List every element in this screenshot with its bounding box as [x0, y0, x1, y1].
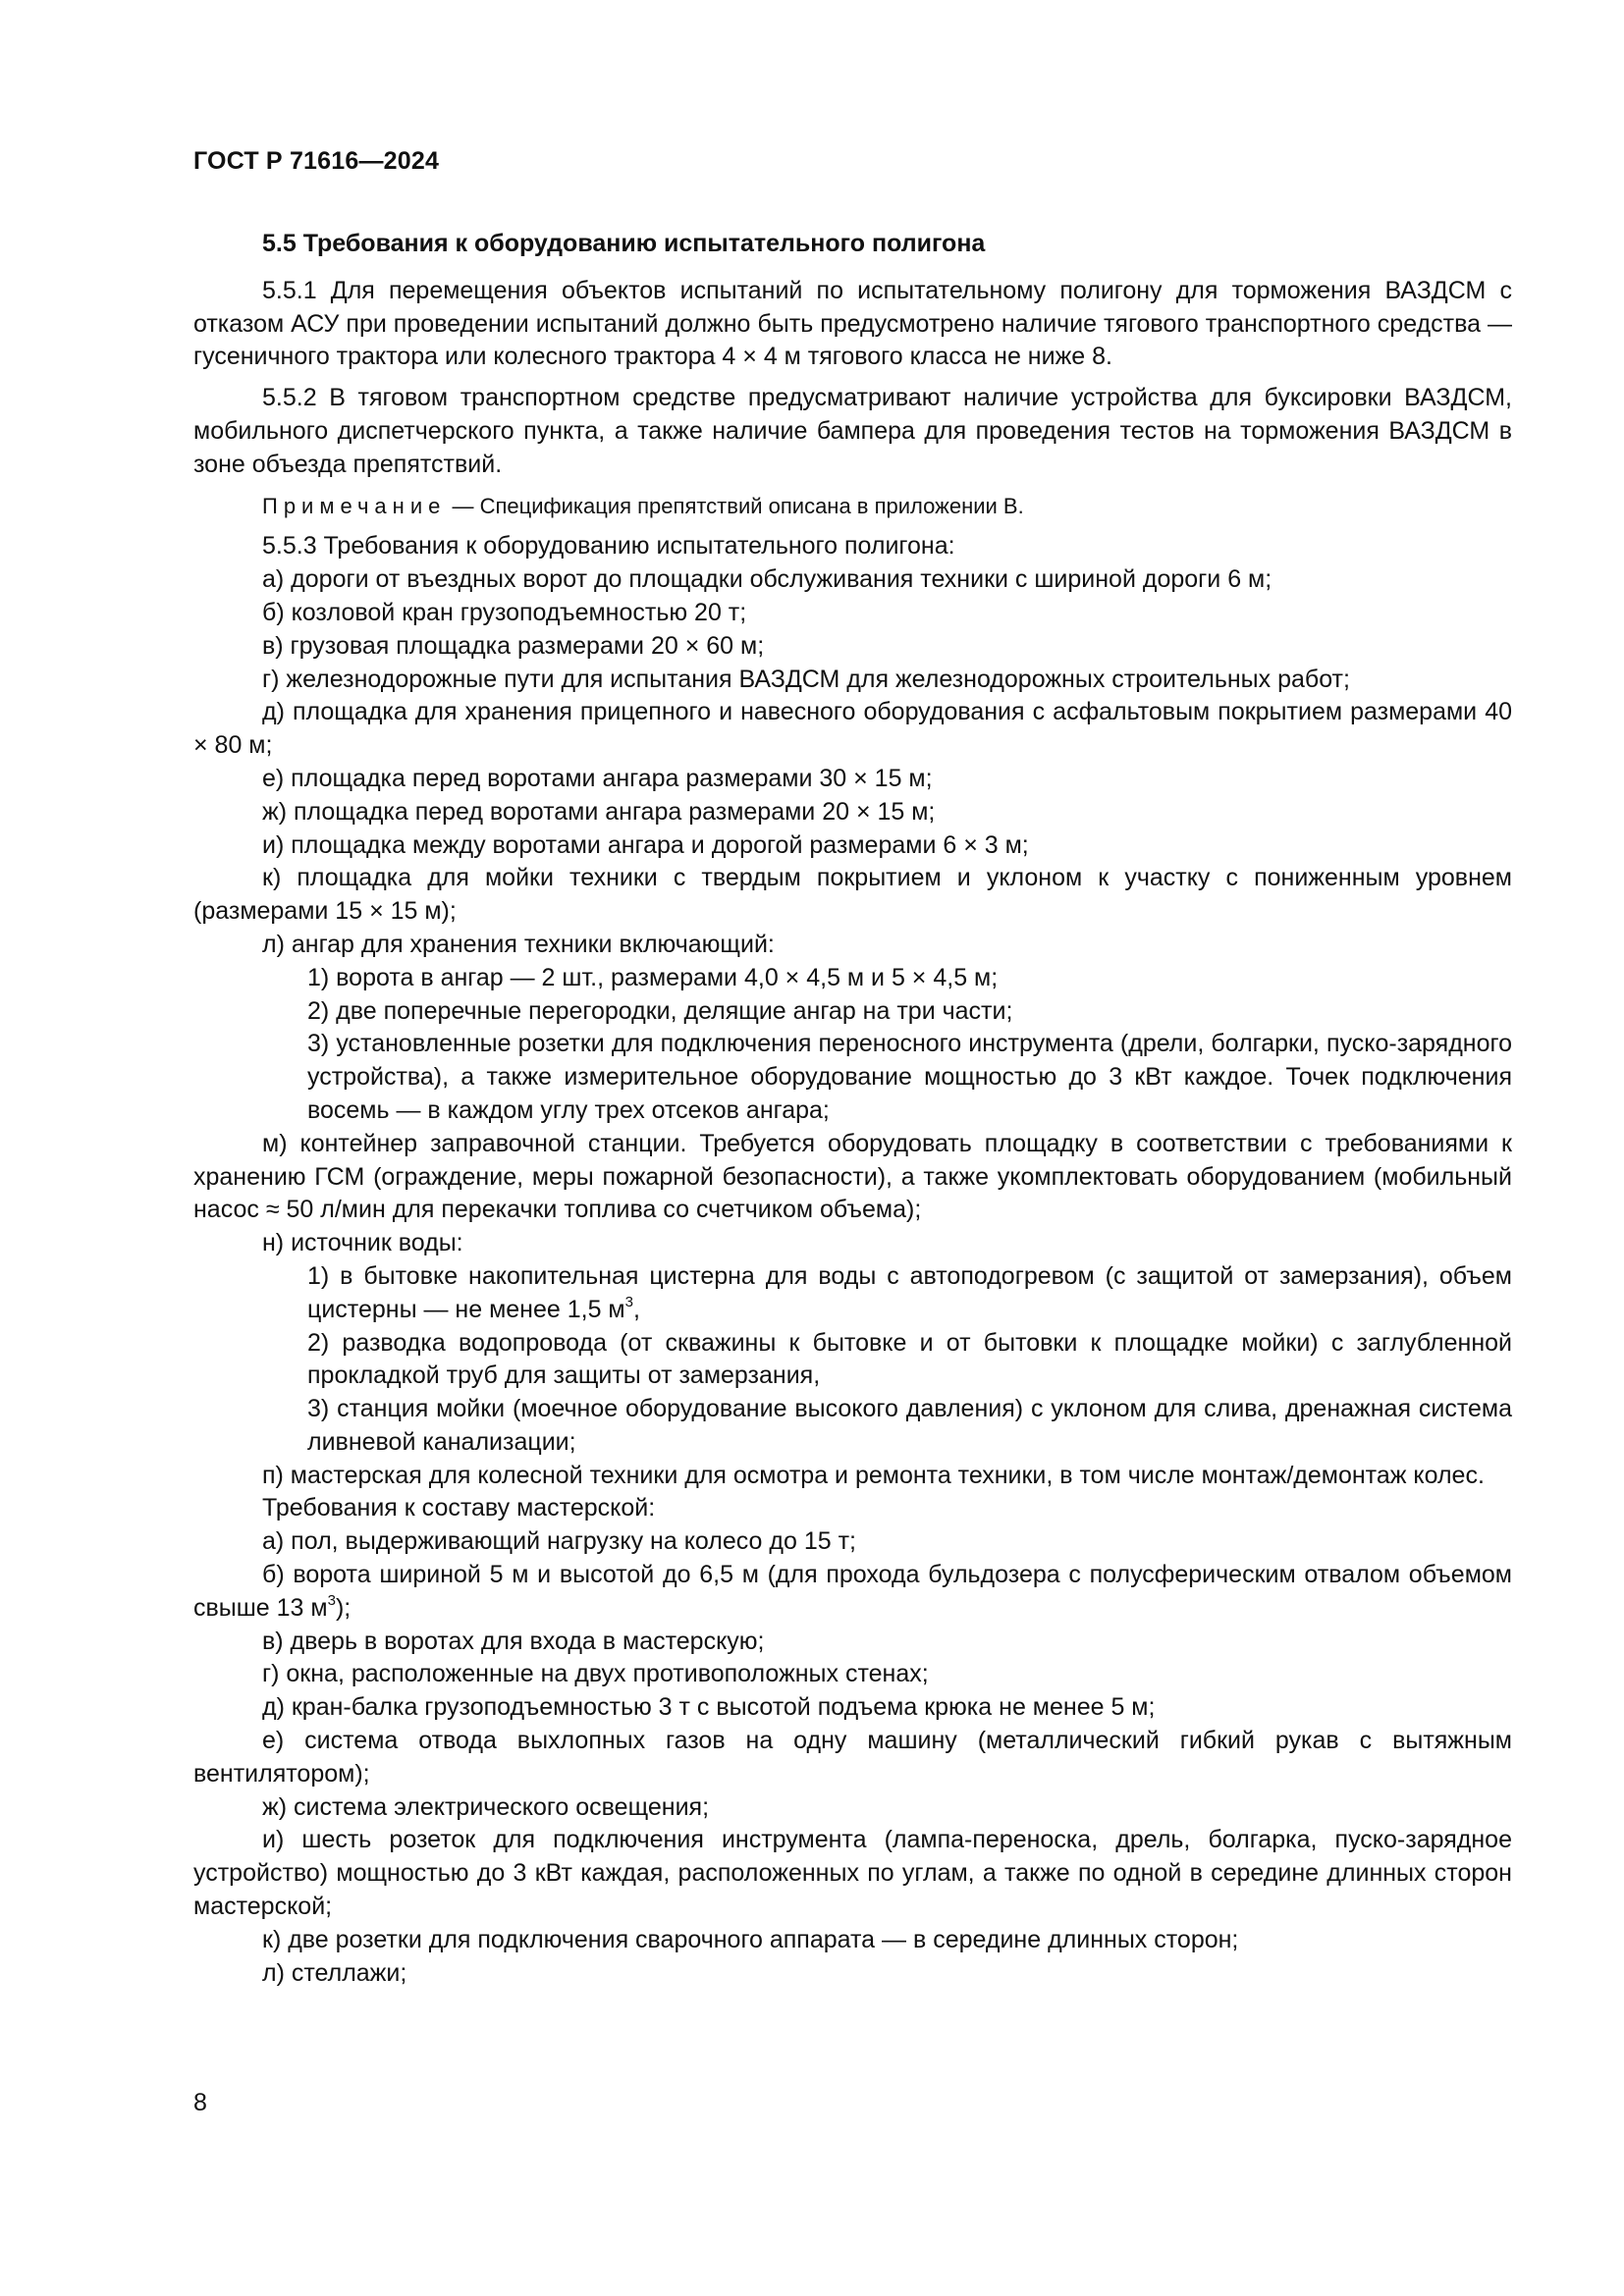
list-item-v: в) грузовая площадка размерами 20 × 60 м;	[262, 631, 765, 660]
paragraph-5-5-3: 5.5.3 Требования к оборудованию испытательного полигона:	[262, 532, 955, 561]
list-item-p: п) мастерская для колесной техники для осмотра и ремонта техники, в том числе монтаж/демонтаж колес.	[262, 1461, 1485, 1489]
list-item-g: г) железнодорожные пути для испытания ВАЗДСМ для железнодорожных строительных работ;	[262, 665, 1350, 693]
workshop-item-b-superscript: 3	[327, 1591, 336, 1609]
section-heading: 5.5 Требования к оборудованию испытательного полигона	[262, 230, 986, 257]
list-item-i: и) площадка между воротами ангара и дорогой размерами 6 × 3 м;	[262, 830, 1029, 859]
workshop-item-g: г) окна, расположенные на двух противоположных стенах;	[262, 1660, 929, 1688]
workshop-item-l: л) стеллажи;	[262, 1958, 407, 1987]
water-item-1	[193, 1260, 1512, 1327]
workshop-item-zh: ж) система электрического освещения;	[262, 1792, 710, 1821]
water-item-1-superscript: 3	[624, 1293, 633, 1310]
hangar-item-1: 1) ворота в ангар — 2 шт., размерами 4,0 × 4,5 м и 5 × 4,5 м;	[307, 963, 999, 991]
water-item-2: 2) разводка водопровода (от скважины к бытовке и от бытовки к площадке мойки) с заглубленной прокладкой труб для защиты от замерзания,	[307, 1328, 1512, 1390]
workshop-item-e: е) система отвода выхлопных газов на одну машину (металлический гибкий рукав с вытяжным вентилятором);	[193, 1727, 1512, 1788]
note	[193, 490, 1512, 523]
workshop-item-a: а) пол, выдерживающий нагрузку на колесо до 15 т;	[262, 1527, 856, 1556]
document-id-header: ГОСТ Р 71616—2024	[193, 147, 440, 175]
list-item-l: л) ангар для хранения техники включающий:	[262, 930, 775, 958]
document-body	[193, 228, 1512, 1990]
workshop-item-b-end: );	[335, 1593, 352, 1622]
workshop-item-d: д) кран-балка грузоподъемностью 3 т с высотой подъема крюка не менее 5 м;	[262, 1693, 1156, 1722]
paragraph-5-5-2: 5.5.2 В тяговом транспортном средстве предусматривают наличие устройства для буксировки ВАЗДСМ, мобильного диспетчерского пункта, а также наличие бампера для проведения тестов на торможения ВАЗДСМ в зоне объезда препятствий.	[193, 384, 1512, 478]
workshop-item-k: к) две розетки для подключения сварочного аппарата — в середине длинных сторон;	[262, 1925, 1239, 1953]
hangar-item-3: 3) установленные розетки для подключения переносного инструмента (дрели, болгарки, пуско-зарядного устройства), а также измерительное оборудование мощностью до 3 кВт каждое. Точек подключения восемь — в каждом углу трех отсеков ангара;	[307, 1030, 1512, 1124]
note-text: — Спецификация препятствий описана в приложении В.	[446, 493, 1024, 518]
water-item-3: 3) станция мойки (моечное оборудование высокого давления) с уклоном для слива, дренажная система ливневой канализации;	[307, 1395, 1512, 1456]
water-item-1-end: ,	[632, 1295, 640, 1323]
workshop-item-b-text: б) ворота шириной 5 м и высотой до 6,5 м (для прохода бульдозера с полусферическим отвалом объемом свыше 13 м	[193, 1561, 1512, 1622]
list-item-k: к) площадка для мойки техники с твердым покрытием и уклоном к участку с пониженным уровнем (размерами 15 × 15 м);	[193, 864, 1512, 926]
list-item-d: д) площадка для хранения прицепного и навесного оборудования с асфальтовым покрытием размерами 40 × 80 м;	[193, 698, 1512, 760]
paragraph-5-5-1: 5.5.1 Для перемещения объектов испытаний по испытательному полигону для торможения ВАЗДСМ с отказом АСУ при проведении испытаний должно быть предусмотрено наличие тягового транспортного средства — гусеничного трактора или колесного трактора 4 × 4 м тягового класса не ниже 8.	[193, 276, 1512, 371]
workshop-item-i: и) шесть розеток для подключения инструмента (лампа-переноска, дрель, болгарка, пуско-зарядное устройство) мощностью до 3 кВт каждая, расположенных по углам, а также по одной в середине длинных сторон мастерской;	[193, 1826, 1512, 1921]
workshop-title: Требования к составу мастерской:	[262, 1494, 656, 1522]
list-item-m: м) контейнер заправочной станции. Требуется оборудовать площадку в соответствии с требованиями к хранению ГСМ (ограждение, меры пожарной безопасности), а также укомплектовать оборудованием (мобильный насос ≈ 50 л/мин для перекачки топлива со счетчиком объема);	[193, 1129, 1512, 1224]
list-item-a: а) дороги от въездных ворот до площадки обслуживания техники с шириной дороги 6 м;	[262, 565, 1272, 594]
workshop-item-v: в) дверь в воротах для входа в мастерскую;	[262, 1627, 765, 1655]
list-item-b: б) козловой кран грузоподъемностью 20 т;	[262, 598, 747, 626]
list-item-e: е) площадка перед воротами ангара размерами 30 × 15 м;	[262, 764, 933, 792]
water-item-1-text: 1) в бытовке накопительная цистерна для воды с автоподогревом (с защитой от замерзания), объем цистерны — не менее 1,5 м	[307, 1261, 1512, 1323]
note-label: Примечание	[262, 493, 447, 518]
hangar-item-2: 2) две поперечные перегородки, делящие ангар на три части;	[307, 996, 1013, 1025]
list-item-zh: ж) площадка перед воротами ангара размерами 20 × 15 м;	[262, 797, 936, 826]
page-number: 8	[193, 2089, 207, 2116]
list-item-n: н) источник воды:	[262, 1229, 463, 1257]
workshop-item-b	[193, 1559, 1512, 1626]
